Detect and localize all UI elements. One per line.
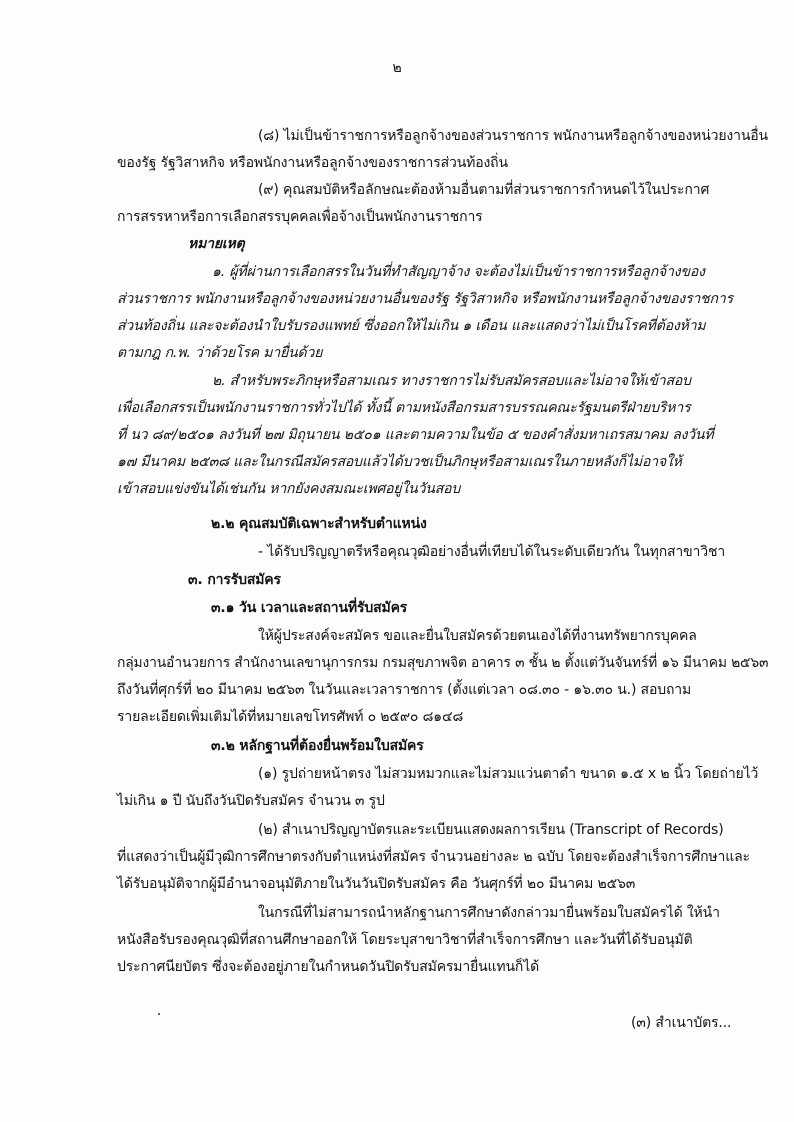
evidence-note-line-3: ประกาศนียบัตร ซึ่งจะต้องอยู่ภายในกำหนดวันปิดรับสมัครมายื่นแทนก็ได้ [117, 959, 540, 975]
section-2-2-text: - ได้รับปริญญาตรีหรือคุณวุฒิอย่างอื่นที่เทียบได้ในระดับเดียวกัน ในทุกสาขาวิชา [258, 544, 726, 560]
para-9-line-1: (๙) คุณสมบัติหรือลักษณะต้องห้ามอื่นตามที่ส่วนราชการกำหนดไว้ในประกาศ [258, 182, 710, 198]
continuation-text: (๓) สำเนาบัตร... [631, 1015, 732, 1031]
remark-2-line-2: เพื่อเลือกสรรเป็นพนักงานราชการทั่วไปได้ ทั้งนี้ ตามหนังสือกรมสารบรรณคณะรัฐมนตรีฝ่ายบริหาร [117, 400, 691, 416]
remark-1-line-4: ตามกฎ ก.พ. ว่าด้วยโรค มายื่นด้วย [117, 345, 323, 361]
item-1-line-2: ไม่เกิน ๑ ปี นับถึงวันปิดรับสมัคร จำนวน ๓ รูป [117, 793, 385, 809]
remark-2-line-1: ๒. สำหรับพระภิกษุหรือสามเณร ทางราชการไม่รับสมัครสอบและไม่อาจให้เข้าสอบ [212, 373, 691, 389]
remark-2-line-3: ที่ นว ๘๙/๒๕๐๑ ลงวันที่ ๒๗ มิถุนายน ๒๕๐๑ และตามความในข้อ ๕ ของคำสั่งมหาเถรสมาคม ลงวันที่ [117, 427, 714, 443]
item-2-line-1: (๒) สำเนาปริญญาบัตรและระเบียนแสดงผลการเรียน (Transcript of Records) [258, 822, 724, 838]
section-3-1-line-1: ให้ผู้ประสงค์จะสมัคร ขอและยื่นใบสมัครด้วยตนเองได้ที่งานทรัพยากรบุคคล [258, 628, 697, 644]
section-3-heading: ๓. การรับสมัคร [188, 572, 281, 588]
evidence-note-line-2: หนังสือรับรองคุณวุฒิที่สถานศึกษาออกให้ โดยระบุสาขาวิชาที่สำเร็จการศึกษา และวันที่ได้รับอนุมัติ [117, 932, 693, 948]
remark-1-line-3: ส่วนท้องถิ่น และจะต้องนำใบรับรองแพทย์ ซึ่งออกให้ไม่เกิน ๑ เดือน และแสดงว่าไม่เป็นโรคที่ต้องห้าม [117, 318, 706, 334]
remark-2-line-4: ๑๗ มีนาคม ๒๕๓๘ และในกรณีสมัครสอบแล้วได้บวชเป็นภิกษุหรือสามเณรในภายหลังก็ไม่อาจให้ [117, 454, 682, 470]
remark-heading: หมายเหตุ [188, 236, 245, 252]
section-3-1-line-2: กลุ่มงานอำนวยการ สำนักงานเลขานุการกรม กรมสุขภาพจิต อาคาร ๓ ชั้น ๒ ตั้งแต่วันจันทร์ที่ ๑๖ มีนาคม ๒๕๖๓ [117, 655, 769, 671]
section-3-1-line-4: รายละเอียดเพิ่มเติมได้ที่หมายเลขโทรศัพท์ ๐ ๒๕๙๐ ๘๑๔๘ [117, 709, 464, 725]
scan-speck [158, 1013, 160, 1015]
item-2-line-2: ที่แสดงว่าเป็นผู้มีวุฒิการศึกษาตรงกับตำแหน่งที่สมัคร จำนวนอย่างละ ๒ ฉบับ โดยจะต้องสำเร็จการศึกษาและ [117, 849, 750, 865]
para-8-line-2: ของรัฐ รัฐวิสาหกิจ หรือพนักงานหรือลูกจ้างของราชการส่วนท้องถิ่น [117, 155, 508, 171]
section-3-1-line-3: ถึงวันที่ศุกร์ที่ ๒๐ มีนาคม ๒๕๖๓ ในวันและเวลาราชการ (ตั้งแต่เวลา ๐๘.๓๐ - ๑๖.๓๐ น.) สอบถาม [117, 682, 692, 698]
item-1-line-1: (๑) รูปถ่ายหน้าตรง ไม่สวมหมวกและไม่สวมแว่นตาดำ ขนาด ๑.๕ x ๒ นิ้ว โดยถ่ายไว้ [258, 766, 759, 782]
remark-1-line-1: ๑. ผู้ที่ผ่านการเลือกสรรในวันที่ทำสัญญาจ้าง จะต้องไม่เป็นข้าราชการหรือลูกจ้างของ [212, 264, 705, 280]
remark-1-line-2: ส่วนราชการ พนักงานหรือลูกจ้างของหน่วยงานอื่นของรัฐ รัฐวิสาหกิจ หรือพนักงานหรือลูกจ้างของราชการ [117, 291, 733, 307]
evidence-note-line-1: ในกรณีที่ไม่สามารถนำหลักฐานการศึกษาดังกล่าวมายื่นพร้อมใบสมัครได้ ให้นำ [258, 905, 720, 921]
para-8-line-1: (๘) ไม่เป็นข้าราชการหรือลูกจ้างของส่วนราชการ พนักงานหรือลูกจ้างของหน่วยงานอื่น [258, 128, 768, 144]
section-2-2-heading: ๒.๒ คุณสมบัติเฉพาะสำหรับตำแหน่ง [211, 516, 427, 532]
para-9-line-2: การสรรหาหรือการเลือกสรรบุคคลเพื่อจ้างเป็นพนักงานราชการ [117, 209, 483, 225]
item-2-line-3: ได้รับอนุมัติจากผู้มีอำนาจอนุมัติภายในวันวันปิดรับสมัคร คือ วันศุกร์ที่ ๒๐ มีนาคม ๒๕๖๓ [117, 876, 636, 892]
section-3-1-heading: ๓.๑ วัน เวลาและสถานที่รับสมัคร [211, 600, 408, 616]
section-3-2-heading: ๓.๒ หลักฐานที่ต้องยื่นพร้อมใบสมัคร [211, 738, 424, 754]
page-number: ๒ [392, 60, 402, 76]
remark-2-line-5: เข้าสอบแข่งขันได้เช่นกัน หากยังคงสมณะเพศอยู่ในวันสอบ [117, 481, 461, 497]
